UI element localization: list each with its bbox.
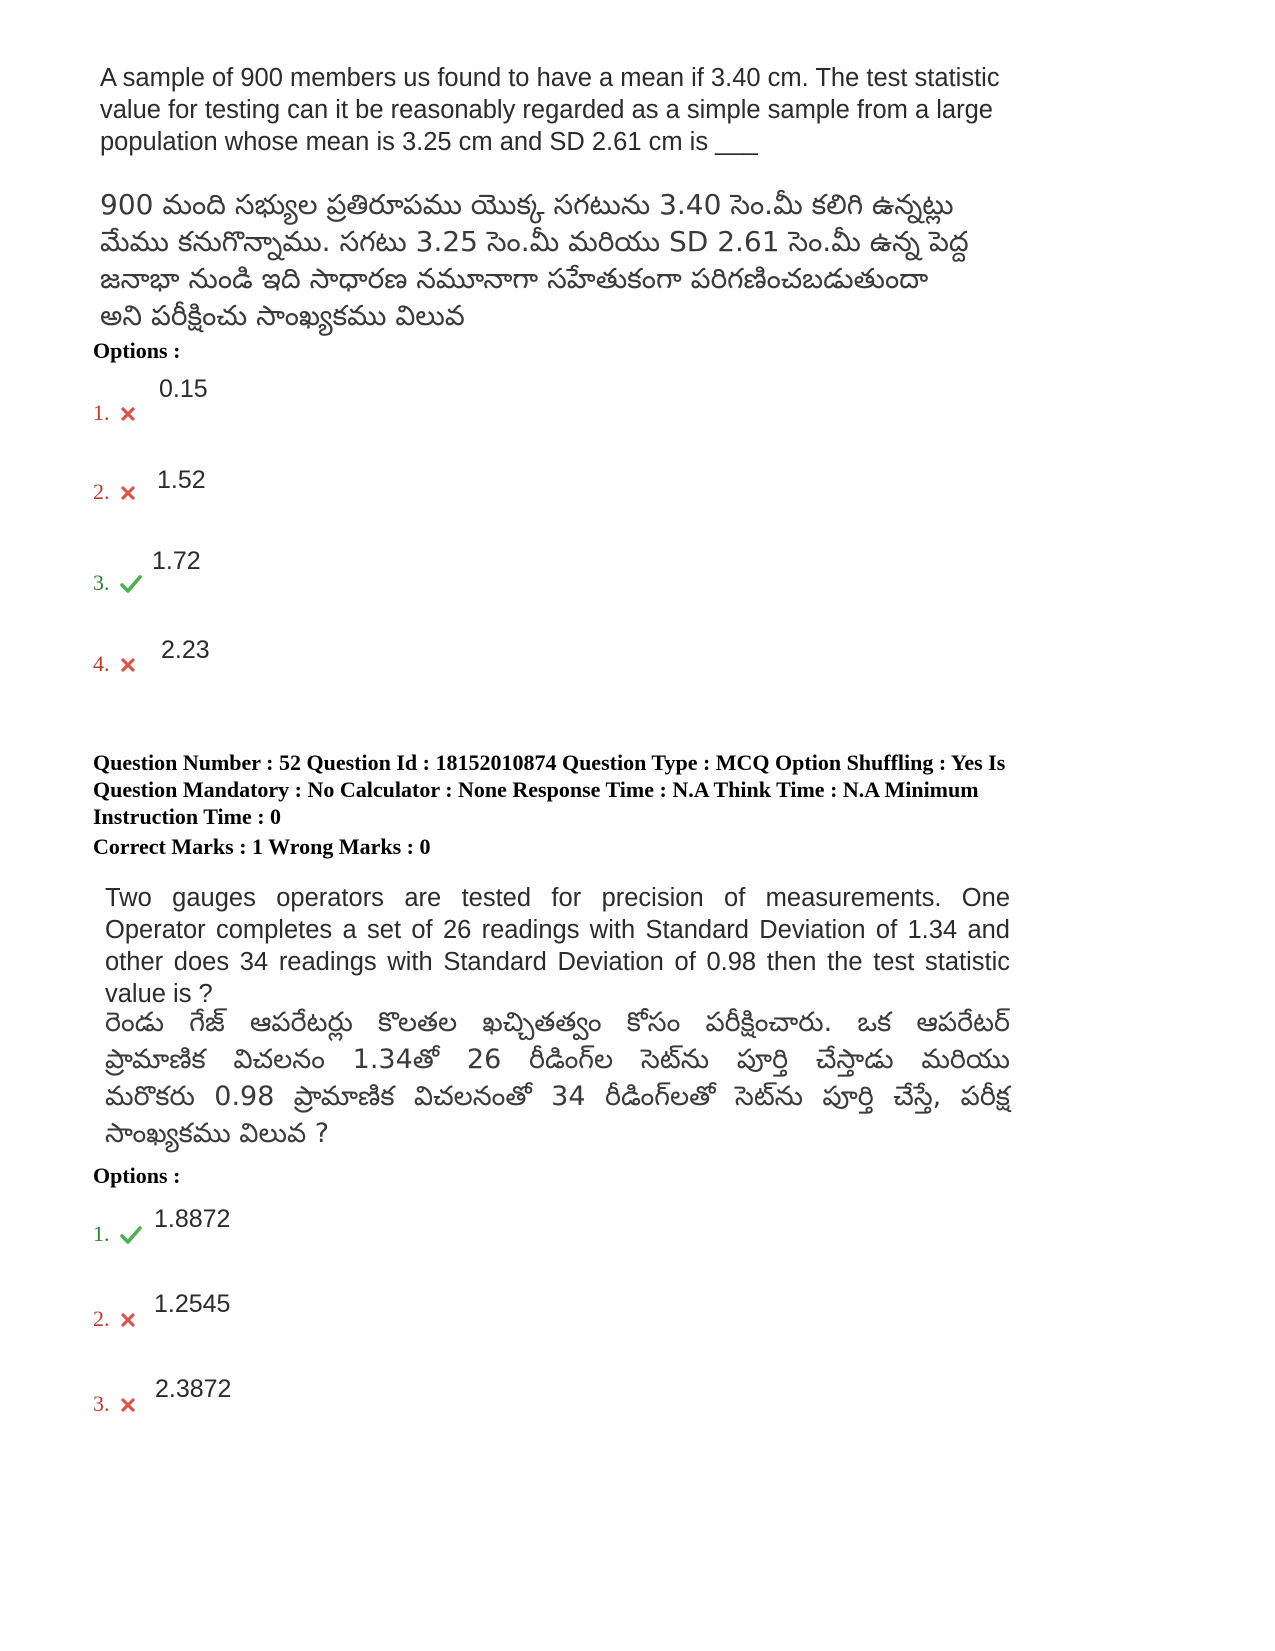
question-1-te-line: జనాభా నుండి ఇది సాధారణ నమూనాగా సహేతుకంగా పరిగణించబడుతుందా — [100, 262, 929, 295]
question-1-te-line: మేము కనుగొన్నాము. సగటు 3.25 సెం.మీ మరియు SD 2.61 సెం.మీ ఉన్న పెద్ద — [100, 225, 969, 258]
question-2-te-line: మరొకరు 0.98 ప్రామాణిక విచలనంతో 34 రీడింగ్‌లతో సెట్‌ను పూర్తి చేస్తే, పరీక్ష — [105, 1081, 1010, 1112]
question-2-line: Two gauges operators are tested for precision of measurements. One — [105, 884, 1010, 912]
option-2[interactable] — [93, 1306, 136, 1333]
question-2-te-line: ప్రామాణిక విచలనం 1.34తో 26 రీడింగ్‌ల సెట్‌ను పూర్తి చేస్తాడు మరియు — [105, 1044, 1010, 1075]
cross-icon — [120, 485, 136, 506]
option-number: 4. — [93, 651, 110, 676]
option-2[interactable] — [93, 479, 136, 506]
option-3[interactable] — [93, 570, 142, 598]
option-number: 3. — [93, 1391, 110, 1416]
cross-icon — [120, 1312, 136, 1333]
question-meta-line: Question Number : 52 Question Id : 18152010874 Question Type : MCQ Option Shuffling : Yes Is — [93, 750, 1006, 775]
question-2-text-te — [105, 1004, 1010, 1152]
option-4[interactable] — [93, 651, 136, 678]
option-1[interactable] — [93, 400, 136, 427]
question-2-line: Operator completes a set of 26 readings with Standard Deviation of 1.34 and — [105, 916, 1010, 944]
option-number: 3. — [93, 570, 110, 595]
question-1-line: value for testing can it be reasonably regarded as a simple sample from a large — [100, 96, 993, 124]
question-meta-line: Question Mandatory : No Calculator : None Response Time : N.A Think Time : N.A Minimum — [93, 777, 979, 802]
option-number: 2. — [93, 479, 110, 504]
check-icon — [120, 1226, 142, 1249]
option-1[interactable] — [93, 1221, 142, 1249]
option-value: 1.8872 — [154, 1205, 231, 1233]
question-marks: Correct Marks : 1 Wrong Marks : 0 — [93, 834, 431, 859]
question-meta-line: Instruction Time : 0 — [93, 804, 282, 829]
cross-icon — [120, 1397, 136, 1418]
question-1-line: population whose mean is 3.25 cm and SD 2.61 cm is ___ — [100, 128, 758, 156]
option-value: 2.3872 — [155, 1375, 232, 1403]
question-meta — [93, 749, 1193, 830]
question-2-te-line: రెండు గేజ్ ఆపరేటర్లు కొలతల ఖచ్చితత్వం కోసం పరీక్షించారు. ఒక ఆపరేటర్ — [105, 1007, 1010, 1038]
option-value: 0.15 — [159, 375, 208, 403]
cross-icon — [120, 406, 136, 427]
question-2-text-en — [105, 882, 1010, 1010]
options-label: Options : — [93, 338, 181, 363]
check-icon — [120, 575, 142, 598]
option-value: 1.2545 — [154, 1290, 231, 1318]
question-1-te-line: 900 మంది సభ్యుల ప్రతిరూపము యొక్క సగటును 3.40 సెం.మీ కలిగి ఉన్నట్లు — [100, 188, 954, 221]
question-1-text-te — [100, 186, 1060, 334]
question-2-line: other does 34 readings with Standard Deviation of 0.98 then the test statistic — [105, 948, 1010, 976]
option-number: 1. — [93, 1221, 110, 1246]
option-value: 1.52 — [157, 466, 206, 494]
option-value: 1.72 — [152, 547, 201, 575]
question-1-te-line: అని పరీక్షించు సాంఖ్యకము విలువ — [100, 299, 465, 332]
option-3[interactable] — [93, 1391, 136, 1418]
option-number: 2. — [93, 1306, 110, 1331]
options-label: Options : — [93, 1163, 181, 1188]
option-number: 1. — [93, 400, 110, 425]
question-1-line: A sample of 900 members us found to have a mean if 3.40 cm. The test statistic — [100, 64, 1000, 92]
question-1-text-en — [100, 62, 1040, 158]
question-2-line: value is ? — [105, 980, 213, 1008]
question-2-te-line: సాంఖ్యకము విలువ ? — [105, 1118, 330, 1149]
cross-icon — [120, 657, 136, 678]
option-value: 2.23 — [161, 636, 210, 664]
